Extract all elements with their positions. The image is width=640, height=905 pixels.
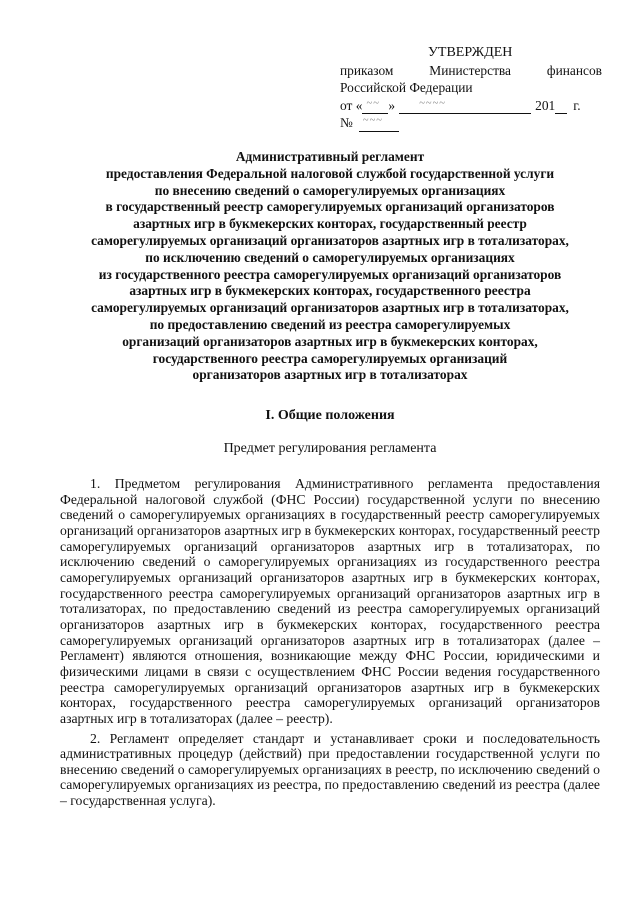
- title-line: азартных игр в букмекерских конторах, государственного реестра: [129, 283, 531, 299]
- subsection-heading: Предмет регулирования регламента: [223, 441, 437, 456]
- approval-word-finance: финансов: [546, 62, 602, 78]
- approval-order-line: [340, 62, 602, 80]
- paragraph-1: 1. Предметом регулирования Административного регламента предоставления Федеральной налоговой службой (ФНС России) государственной услуги по внесению сведений о саморегулируемых организациях в государственный реестр саморегулируемых организаций организаторов азартных игр в букмекерских конторах, государственный реестр саморегулируемых организаций организаторов азартных игр в тотализаторах, по исключению сведений о саморегулируемых организациях из государственного реестра саморегулируемых организаций организаторов азартных игр в букмекерских конторах, государственного реестра саморегулируемых организаций организаторов азартных игр в тотализаторах, по предоставлению сведений из реестра саморегулируемых организаций организаторов азартных игр в букмекерских конторах, государственного реестра саморегулируемых организаций организаторов азартных игр в тотализаторах (далее – Регламент) являются отношения, возникающие между ФНС России, юридическими и физическими лицами в связи с осуществлением ФНС России ведения государственного реестра саморегулируемых организаций организаторов азартных игр в букмекерских конторах, государственного реестра саморегулируемых организаций организаторов азартных игр в тотализаторах (далее – реестр).: [60, 476, 600, 726]
- approval-heading: УТВЕРЖДЕН: [428, 45, 513, 60]
- title-line: саморегулируемых организаций организаторов азартных игр в тотализаторах,: [91, 232, 569, 248]
- date-year: 201: [535, 97, 556, 113]
- number-field: [359, 115, 399, 132]
- title-line: по предоставлению сведений из реестра саморегулируемых: [149, 316, 511, 332]
- month-handwriting: ~~~~: [419, 97, 446, 109]
- title-line: предоставления Федеральной налоговой службой государственной услуги: [105, 165, 555, 181]
- approval-federation-line: Российской Федерации: [340, 80, 473, 95]
- number-prefix: №: [340, 115, 353, 130]
- document-title: [60, 149, 600, 384]
- section-heading: I. Общие положения: [265, 408, 395, 423]
- document-body: [60, 476, 600, 809]
- date-suffix: г.: [573, 97, 581, 113]
- paragraph-2: 2. Регламент определяет стандарт и устанавливает сроки и последовательность административных процедур (действий) при предоставлении государственной услуги по внесению сведений о саморегулируемых организациях в реестр, по исключению сведений о саморегулируемых организациях из реестра, по предоставлению сведений из реестра (далее – государственная услуга).: [60, 730, 600, 809]
- date-month-field: [399, 97, 531, 114]
- approval-number-line: [340, 114, 602, 132]
- title-line: по внесению сведений о саморегулируемых организациях: [154, 182, 506, 198]
- approval-word-order: приказом: [340, 62, 394, 78]
- title-line: азартных игр в букмекерских конторах, государственный реестр: [133, 216, 527, 232]
- title-line: организаций организаторов азартных игр в букмекерских конторах,: [122, 333, 538, 349]
- approval-block: [340, 44, 602, 132]
- day-handwriting: ~~: [366, 97, 380, 109]
- title-line: саморегулируемых организаций организаторов азартных игр в тотализаторах,: [91, 300, 569, 316]
- date-prefix: от «: [340, 97, 363, 113]
- title-line: из государственного реестра саморегулируемых организаций организаторов: [98, 266, 562, 282]
- number-handwriting: ~~~: [362, 115, 383, 126]
- title-line: по исключению сведений о саморегулируемых организациях: [145, 249, 515, 265]
- title-line: в государственный реестр саморегулируемых организаций организаторов: [105, 199, 555, 215]
- approval-word-ministry: Министерства: [429, 62, 512, 78]
- title-line: организаторов азартных игр в тотализаторах: [192, 367, 468, 383]
- date-mid: »: [388, 97, 396, 113]
- title-line: государственного реестра саморегулируемых организаций: [152, 350, 508, 366]
- date-year-field: [555, 100, 567, 114]
- title-line: Административный регламент: [235, 149, 425, 164]
